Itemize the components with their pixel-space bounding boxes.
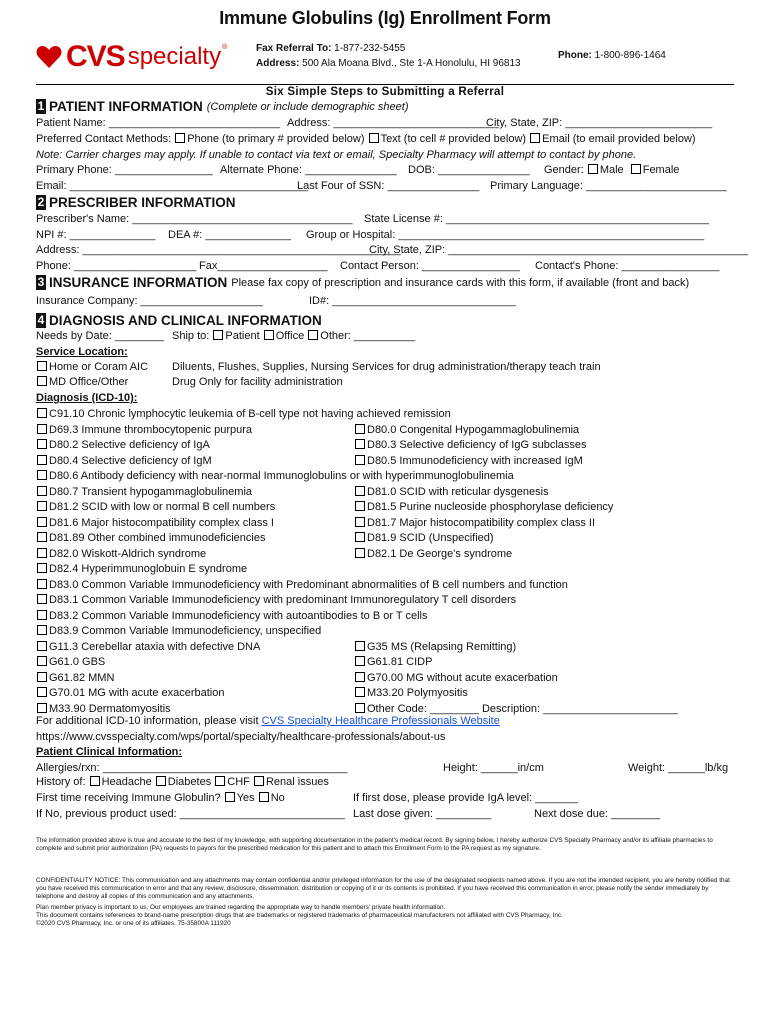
first-time-yes-label: Yes <box>236 792 255 804</box>
previous-product-field[interactable]: If No, previous product used: ___________________________ <box>36 808 345 820</box>
prescriber-csz-field[interactable]: City, State, ZIP: _________________________________________________ <box>369 244 749 256</box>
contact-methods-row <box>36 133 696 146</box>
diagnosis-checkbox[interactable] <box>37 548 47 558</box>
cvs-specialty-logo <box>36 40 227 74</box>
alternate-phone-field[interactable]: Alternate Phone: _______________ <box>220 164 397 176</box>
diagnosis-label: G11.3 Cerebellar ataxia with defective DNA <box>49 640 261 653</box>
diagnosis-option <box>36 703 171 716</box>
contact-text-label: Text (to cell # provided below) <box>380 133 527 145</box>
phone-number: 1-800-896-1464 <box>594 50 666 61</box>
icd-info-text: For additional ICD-10 information, please visit <box>36 715 259 727</box>
trademark-statement: This document contains references to brand-name prescription drugs that are trademarks or registered trademarks of pharmaceutical manufacturers not affiliated with CVS Pharmacy, Inc. <box>36 912 563 919</box>
contacts-phone-field[interactable]: Contact's Phone: ________________ <box>535 260 720 272</box>
diagnosis-checkbox[interactable] <box>37 470 47 480</box>
contact-email-label: Email (to email provided below) <box>542 133 696 145</box>
diagnosis-label: D80.4 Selective deficiency of IgM <box>49 454 212 467</box>
first-time-question: First time receiving Immune Globulin? <box>36 792 221 804</box>
history-chf-label: CHF <box>227 776 250 788</box>
diagnosis-label: D80.3 Selective deficiency of IgG subclasses <box>367 439 587 451</box>
prescriber-fax-field[interactable]: Fax__________________ <box>199 260 328 272</box>
first-time-yes-checkbox[interactable] <box>225 792 235 802</box>
diagnosis-label: D80.7 Transient hypogammaglobulinemia <box>49 485 253 498</box>
diagnosis-option <box>354 656 432 669</box>
section-3-header <box>36 275 689 290</box>
location-md-label: MD Office/Other <box>49 376 129 388</box>
diagnosis-label: M33.20 Polymyositis <box>367 687 468 699</box>
diagnosis-checkbox[interactable] <box>355 687 365 697</box>
diagnosis-option <box>354 486 549 499</box>
diagnosis-label: D81.5 Purine nucleoside phosphorylase deficiency <box>367 501 614 513</box>
diagnosis-label: D69.3 Immune thrombocytopenic purpura <box>49 423 252 436</box>
diagnosis-checkbox[interactable] <box>355 703 365 713</box>
contact-phone-label: Phone (to primary # provided below) <box>187 133 365 145</box>
carrier-note: Note: Carrier charges may apply. If unable to contact via text or email, Specialty Pharmacy will attempt to contact by phone. <box>36 149 637 161</box>
diagnosis-checkbox[interactable] <box>37 625 47 635</box>
logo-cvs: CVS <box>66 40 125 73</box>
diagnosis-label: D81.0 SCID with reticular dysgenesis <box>367 485 549 498</box>
patient-name-field[interactable]: Patient Name: ____________________________ <box>36 117 281 129</box>
address-value: 500 Ala Moana Blvd., Ste 1-A Honolulu, HI 96813 <box>302 58 521 69</box>
primary-language-field[interactable]: Primary Language: _______________________ <box>490 180 727 192</box>
address-label: Address: <box>256 58 300 69</box>
diagnosis-checkbox[interactable] <box>37 486 47 496</box>
diagnosis-checkbox[interactable] <box>37 641 47 651</box>
npi-field[interactable]: NPI #: ______________ <box>36 229 156 241</box>
contact-text-checkbox[interactable] <box>369 133 379 143</box>
diagnosis-option <box>36 656 105 669</box>
ship-office-checkbox[interactable] <box>264 330 274 340</box>
diagnosis-option <box>354 517 595 530</box>
diagnosis-checkbox[interactable] <box>37 408 47 418</box>
weight-field[interactable]: Weight: ______lb/kg <box>628 762 729 774</box>
diagnosis-checkbox[interactable] <box>37 672 47 682</box>
fax-label: Fax Referral To: <box>256 43 332 54</box>
diagnosis-checkbox[interactable] <box>37 455 47 465</box>
ship-patient-checkbox[interactable] <box>213 330 223 340</box>
diagnosis-option <box>36 408 451 421</box>
copyright: ©2020 CVS Pharmacy, Inc. or one of its affiliates. 75-35800A 111920 <box>36 920 231 927</box>
diagnosis-label: D82.0 Wiskott-Aldrich syndrome <box>49 547 207 560</box>
contact-methods-label: Preferred Contact Methods: <box>36 133 172 145</box>
diagnosis-label: C91.10 Chronic lymphocytic leukemia of B-cell type not having achieved remission <box>49 408 451 420</box>
history-diabetes-checkbox[interactable] <box>156 776 166 786</box>
ssn-field[interactable]: Last Four of SSN: _______________ <box>297 180 480 192</box>
diagnosis-checkbox[interactable] <box>37 439 47 449</box>
history-chf-checkbox[interactable] <box>215 776 225 786</box>
diagnosis-option <box>36 439 210 452</box>
diagnosis-option <box>36 455 212 468</box>
location-home-checkbox[interactable] <box>37 361 47 371</box>
privacy-statement: Plan member privacy is important to us. Our employees are trained regarding the appropriate way to handle members' private health information. <box>36 904 446 911</box>
diagnosis-label: M33.90 Dermatomyositis <box>49 702 171 715</box>
icd-info-line <box>36 715 500 728</box>
diagnosis-label: D81.6 Major histocompatibility complex class I <box>49 516 274 529</box>
logo-specialty: specialty <box>127 43 222 70</box>
heart-icon <box>36 45 62 69</box>
needs-by-date-field[interactable]: Needs by Date: ________ <box>36 330 164 342</box>
diagnosis-label: G61.0 GBS <box>49 656 106 668</box>
diagnosis-label: D83.0 Common Variable Immunodeficiency with Predominant abnormalities of B cell numbers and function <box>49 578 568 591</box>
diagnosis-option <box>354 641 516 654</box>
steps-banner <box>36 84 734 98</box>
first-time-no-label: No <box>270 792 285 804</box>
dob-field[interactable]: DOB: _______________ <box>408 164 530 176</box>
section-subtitle: (Complete or include demographic sheet) <box>206 100 409 113</box>
clinical-info-label: Patient Clinical Information: <box>36 746 183 758</box>
diagnosis-checkbox[interactable] <box>37 594 47 604</box>
diagnosis-option <box>354 424 579 437</box>
ship-to-label: Ship to: <box>172 330 210 342</box>
last-dose-field[interactable]: Last dose given: _________ <box>353 808 492 820</box>
primary-phone-field[interactable]: Primary Phone: ________________ <box>36 164 213 176</box>
section-title: INSURANCE INFORMATION <box>49 275 228 290</box>
phone-label: Phone: <box>558 50 592 61</box>
section-title: DIAGNOSIS AND CLINICAL INFORMATION <box>49 313 322 328</box>
ship-other-label: Other: __________ <box>320 330 416 342</box>
diagnosis-option <box>354 532 494 545</box>
diagnosis-checkbox[interactable] <box>355 501 365 511</box>
state-license-field[interactable]: State License #: ___________________________________________ <box>364 213 710 225</box>
section-subtitle: Please fax copy of prescription and insurance cards with this form, if available (front and back) <box>231 276 690 289</box>
diagnosis-checkbox[interactable] <box>37 501 47 511</box>
location-md-option <box>36 376 128 389</box>
section-4-header <box>36 313 322 328</box>
prescriber-phone-field[interactable]: Phone: ____________________ <box>36 260 197 272</box>
phone-info <box>558 50 666 61</box>
steps-banner-text: Six Simple Steps to Submitting a Referral <box>265 86 505 98</box>
diagnosis-label: G61.81 CIDP <box>367 656 433 668</box>
diagnosis-label: D83.2 Common Variable Immunodeficiency with autoantibodies to B or T cells <box>49 609 428 622</box>
location-md-checkbox[interactable] <box>37 376 47 386</box>
ship-patient-label: Patient <box>225 330 260 342</box>
service-location-label: Service Location: <box>36 346 128 358</box>
diagnosis-checkbox[interactable] <box>37 579 47 589</box>
allergies-field[interactable]: Allergies/rxn: ________________________________________ <box>36 762 348 774</box>
diagnosis-label: Diagnosis (ICD-10): <box>36 392 138 404</box>
cvs-hcp-website-link[interactable]: CVS Specialty Healthcare Professionals Website <box>261 715 500 727</box>
email-field[interactable]: Email: _______________________________________ <box>36 180 309 192</box>
gender-male-label: Male <box>599 164 624 176</box>
iga-level-field[interactable]: If first dose, please provide IgA level: _______ <box>353 792 579 804</box>
section-1-header <box>36 99 409 114</box>
history-diabetes-label: Diabetes <box>167 776 212 788</box>
diagnosis-option <box>36 610 427 623</box>
diagnosis-option <box>36 641 260 654</box>
location-md-description: Drug Only for facility administration <box>172 376 343 388</box>
section-number: 3 <box>37 275 45 289</box>
diagnosis-option <box>36 486 252 499</box>
diagnosis-checkbox[interactable] <box>37 610 47 620</box>
diagnosis-checkbox[interactable] <box>355 548 365 558</box>
contact-phone-checkbox[interactable] <box>175 133 185 143</box>
diagnosis-label: D80.5 Immunodeficiency with increased IgM <box>367 454 583 467</box>
history-renal-checkbox[interactable] <box>254 776 264 786</box>
diagnosis-option <box>36 579 568 592</box>
section-number: 1 <box>37 99 45 113</box>
diagnosis-checkbox[interactable] <box>355 656 365 666</box>
diagnosis-checkbox[interactable] <box>355 424 365 434</box>
diagnosis-label: D81.89 Other combined immunodeficiencies <box>49 532 266 544</box>
diagnosis-option <box>354 672 558 685</box>
diagnosis-option <box>354 703 678 716</box>
prescriber-name-field[interactable]: Prescriber's Name: ____________________________________ <box>36 213 353 225</box>
diagnosis-label: D82.4 Hyperimmunoglobuin E syndrome <box>49 563 248 575</box>
gender-row <box>544 164 679 177</box>
contact-email-checkbox[interactable] <box>530 133 540 143</box>
diagnosis-label: G70.00 MG without acute exacerbation <box>367 671 558 684</box>
section-number: 4 <box>37 313 45 327</box>
location-home-option <box>36 361 148 374</box>
fax-address <box>256 58 521 69</box>
diagnosis-option <box>354 687 468 700</box>
first-time-no-checkbox[interactable] <box>259 792 269 802</box>
diagnosis-checkbox[interactable] <box>355 455 365 465</box>
confidentiality-notice: CONFIDENTIALITY NOTICE: This communication and any attachments may contain confidential and/or privileged information for the use of the designated recipients named above. If you are not the intended recipient, you are hereby notified that you have received this communication in error and that any review, disclosure, dissemination, distribution or copying of it or its contents is prohibited. If you have received this communication in error, please notify the sender immediately by telephone and destroy all copies of this communication and any attachments. <box>36 877 730 901</box>
diagnosis-checkbox[interactable] <box>355 532 365 542</box>
ship-office-label: Office <box>275 330 305 342</box>
history-renal-label: Renal issues <box>265 776 329 788</box>
gender-male-checkbox[interactable] <box>588 164 598 174</box>
first-time-row <box>36 792 285 805</box>
diagnosis-option <box>36 517 274 530</box>
diagnosis-option <box>36 532 265 545</box>
diagnosis-checkbox[interactable] <box>37 532 47 542</box>
prescriber-address-field[interactable]: Address: ____________________________________________________ <box>36 244 401 256</box>
gender-label: Gender: <box>544 164 584 176</box>
diagnosis-option <box>354 548 512 561</box>
diagnosis-checkbox[interactable] <box>37 687 47 697</box>
insurance-id-field[interactable]: ID#: ______________________________ <box>309 295 516 307</box>
diagnosis-checkbox[interactable] <box>37 424 47 434</box>
patient-address-field[interactable]: Address: ___________________________ <box>287 117 499 129</box>
diagnosis-checkbox[interactable] <box>355 517 365 527</box>
diagnosis-checkbox[interactable] <box>355 641 365 651</box>
diagnosis-label: G70.01 MG with acute exacerbation <box>49 687 225 699</box>
section-2-header <box>36 195 236 210</box>
diagnosis-option <box>36 424 252 437</box>
diagnosis-option <box>36 672 114 685</box>
diagnosis-option <box>36 594 516 607</box>
diagnosis-label: G35 MS (Relapsing Remitting) <box>367 640 517 653</box>
history-row <box>36 776 329 789</box>
diagnosis-checkbox[interactable] <box>355 486 365 496</box>
section-title: PATIENT INFORMATION <box>49 99 203 114</box>
location-home-description: Diluents, Flushes, Supplies, Nursing Services for drug administration/therapy teach train <box>172 361 601 373</box>
diagnosis-option <box>36 625 321 638</box>
diagnosis-checkbox[interactable] <box>37 656 47 666</box>
history-label: History of: <box>36 776 86 788</box>
diagnosis-checkbox[interactable] <box>355 439 365 449</box>
registered-mark: ® <box>222 44 228 51</box>
diagnosis-label: D80.0 Congenital Hypogammaglobulinemia <box>367 423 580 436</box>
next-dose-field[interactable]: Next dose due: ________ <box>534 808 660 820</box>
dea-field[interactable]: DEA #: ______________ <box>168 229 291 241</box>
diagnosis-option <box>354 455 583 468</box>
diagnosis-option <box>354 439 587 452</box>
group-hospital-field[interactable]: Group or Hospital: __________________________________________________ <box>306 229 705 241</box>
ship-other-checkbox[interactable] <box>308 330 318 340</box>
insurance-company-field[interactable]: Insurance Company: ____________________ <box>36 295 263 307</box>
diagnosis-option <box>36 470 514 483</box>
history-headache-checkbox[interactable] <box>90 776 100 786</box>
history-headache-label: Headache <box>101 776 152 788</box>
diagnosis-label: D83.1 Common Variable Immunodeficiency with predominant Immunoregulatory T cell disorders <box>49 594 517 606</box>
diagnosis-label: D80.6 Antibody deficiency with near-normal Immunoglobulins or with hyperimmunoglobulinemia <box>49 470 514 482</box>
diagnosis-label: D81.2 SCID with low or normal B cell numbers <box>49 501 276 513</box>
ship-to-row <box>172 330 415 343</box>
diagnosis-label: Other Code: ________ Description: ______________________ <box>367 702 678 715</box>
diagnosis-label: G61.82 MMN <box>49 671 115 684</box>
diagnosis-option <box>354 501 613 514</box>
diagnosis-option <box>36 687 224 700</box>
height-field[interactable]: Height: ______in/cm <box>443 762 544 774</box>
diagnosis-label: D81.9 SCID (Unspecified) <box>367 532 494 544</box>
gender-female-label: Female <box>642 164 680 176</box>
section-title: PRESCRIBER INFORMATION <box>49 195 236 210</box>
diagnosis-label: D83.9 Common Variable Immunodeficiency, unspecified <box>49 625 322 637</box>
diagnosis-checkbox[interactable] <box>37 517 47 527</box>
gender-female-checkbox[interactable] <box>631 164 641 174</box>
diagnosis-checkbox[interactable] <box>37 563 47 573</box>
fax-referral <box>256 43 405 54</box>
authorization-statement: The information provided above is true and accurate to the best of my knowledge, with supporting documentation in the patient's medical record. By signing below, I hereby authorize CVS Specialty Pharmacy and/or its affiliate pharmacies to complete and submit prior authorization (PA) requests to payors for the prescribed medication for this patient and to attach this Enrollment Form to the PA request as my signature. <box>36 837 713 853</box>
diagnosis-checkbox[interactable] <box>37 703 47 713</box>
icd-url[interactable]: https://www.cvsspecialty.com/wps/portal/specialty/healthcare-professionals/about-us <box>36 731 446 743</box>
diagnosis-option <box>36 548 206 561</box>
diagnosis-label: D80.2 Selective deficiency of IgA <box>49 439 210 451</box>
diagnosis-checkbox[interactable] <box>355 672 365 682</box>
diagnosis-option <box>36 563 247 576</box>
diagnosis-label: D81.7 Major histocompatibility complex class II <box>367 516 596 529</box>
page-title: Immune Globulins (Ig) Enrollment Form <box>219 8 551 28</box>
contact-person-field[interactable]: Contact Person: ________________ <box>340 260 520 272</box>
diagnosis-option <box>36 501 275 514</box>
diagnosis-label: D82.1 De George's syndrome <box>367 547 513 560</box>
fax-number: 1-877-232-5455 <box>334 43 406 54</box>
patient-csz-field[interactable]: City, State, ZIP: ________________________ <box>486 117 713 129</box>
location-home-label: Home or Coram AIC <box>49 361 149 373</box>
section-number: 2 <box>37 195 45 209</box>
